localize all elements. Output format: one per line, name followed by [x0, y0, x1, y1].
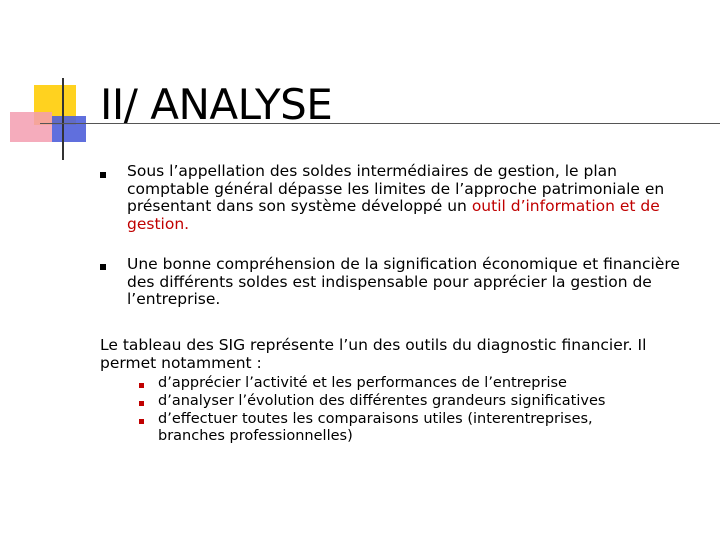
bullet-text-1-main: Sous l’appellation des soldes intermédiaires de gestion, le plan comptable général dépasse les limites de l’approche patrimoniale en présentant dans son système développé un — [127, 162, 665, 215]
bullet-marker — [100, 172, 106, 178]
logo-blue-square — [52, 116, 86, 142]
logo-vertical-line — [62, 78, 64, 160]
sub-bullet-text-2: d’analyser l’évolution des différentes grandeurs significatives — [158, 393, 606, 409]
logo-pink-square — [10, 112, 52, 142]
bullet-text-2: Une bonne compréhension de la signification économique et financière des différents soldes est indispensable pour apprécier la gestion de l’entreprise. — [127, 255, 680, 308]
bullet-text-1 — [127, 163, 672, 233]
body-paragraph: Le tableau des SIG représente l’un des outils du diagnostic financier. Il permet notamment : — [100, 336, 647, 372]
bullet-marker — [100, 264, 106, 270]
sub-bullet-text-3: d’effectuer toutes les comparaisons utiles (interentreprises, branches professionnelles) — [158, 411, 593, 444]
slide-title: II/ ANALYSE — [100, 80, 333, 129]
sub-bullet-marker — [139, 419, 144, 424]
bullet-text-1-highlight: outil d’information et de gestion. — [127, 197, 660, 233]
sub-bullet-marker — [139, 383, 144, 388]
sub-bullet-text-1: d’apprécier l’activité et les performances de l’entreprise — [158, 375, 567, 391]
sub-bullet-marker — [139, 401, 144, 406]
